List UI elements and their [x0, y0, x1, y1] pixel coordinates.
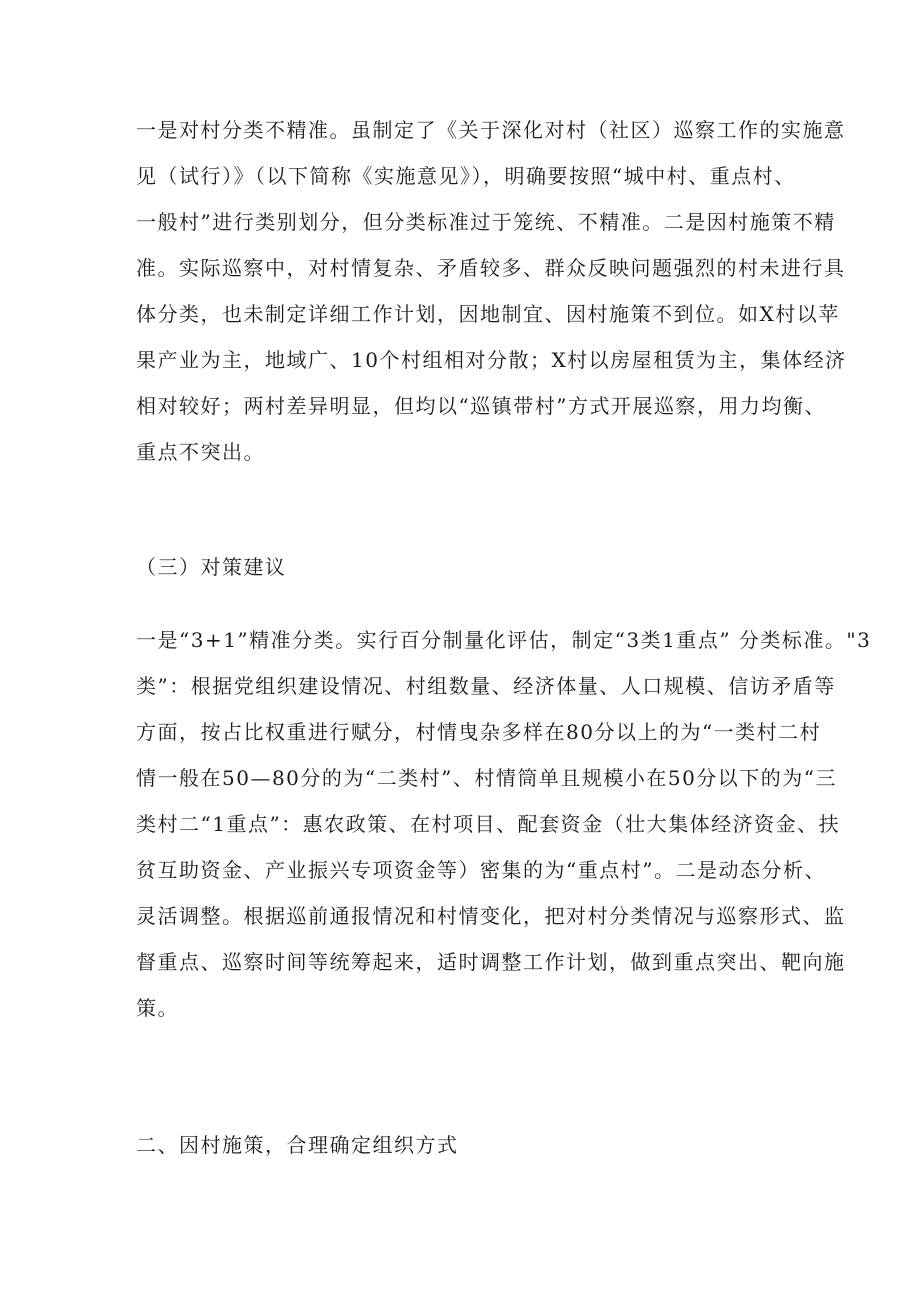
text-line: 见（试行）》（以下简称《实施意见》），明确要按照“城中村、重点村、 [136, 164, 796, 188]
text-line: 方面，按占比权重进行赋分，村情曳杂多样在80分以上的为“一类村二村 [136, 720, 822, 744]
text-line: 一是对村分类不精准。虽制定了《关于深化对村（社区）巡察工作的实施意 [136, 118, 846, 142]
section-heading-countermeasures [136, 544, 788, 590]
section-heading-organization [136, 1122, 788, 1168]
text-line: 贫互助资金、产业振兴专项资金等）密集的为“重点村”。二是动态分析、 [136, 858, 826, 882]
text-line: 一般村”进行类别划分，但分类标准过于笼统、不精准。二是因村施策不精 [136, 210, 836, 234]
text-line: 策。 [136, 996, 179, 1020]
text-line: 体分类，也未制定详细工作计划，因地制宜、因村施策不到位。如X村以苹 [136, 302, 840, 326]
text-line: 重点不突出。 [136, 440, 265, 464]
text-line: 类”：根据党组织建设情况、村组数量、经济体量、人口规模、信访矛盾等 [136, 674, 836, 698]
text-line: 情一般在50—80分的为“二类村”、村情筒单且规模小在50分以下的为“三 [136, 766, 838, 790]
heading-text: （三）对策建议 [136, 555, 287, 579]
text-line: 督重点、巡察时间等统筹起来，适时调整工作计划，做到重点突出、靶向施 [136, 950, 846, 974]
text-line: 类村二“1重点”：惠农政策、在村项目、配套资金（壮大集体经济资金、扶 [136, 812, 841, 836]
paragraph-suggestions [136, 617, 872, 1031]
text-line: 准。实际巡察中，对村情复杂、矛盾较多、群众反映问题强烈的村未进行具 [136, 256, 846, 280]
paragraph-problems [136, 107, 847, 475]
text-line: 相对较好；两村差异明显，但均以“巡镇带村”方式开展巡察，用力均衡、 [136, 394, 826, 418]
text-line: 一是“3+1”精准分类。实行百分制量化评估，制定“3类1重点” 分类标准。"3 [136, 628, 872, 652]
text-line: 果产业为主，地域广、10个村组相对分散；X村以房屋租赁为主，集体经济 [136, 348, 847, 372]
heading-text: 二、因村施策，合理确定组织方式 [136, 1133, 459, 1157]
text-line: 灵活调整。根据巡前通报情况和村情变化，把对村分类情况与巡察形式、监 [136, 904, 846, 928]
